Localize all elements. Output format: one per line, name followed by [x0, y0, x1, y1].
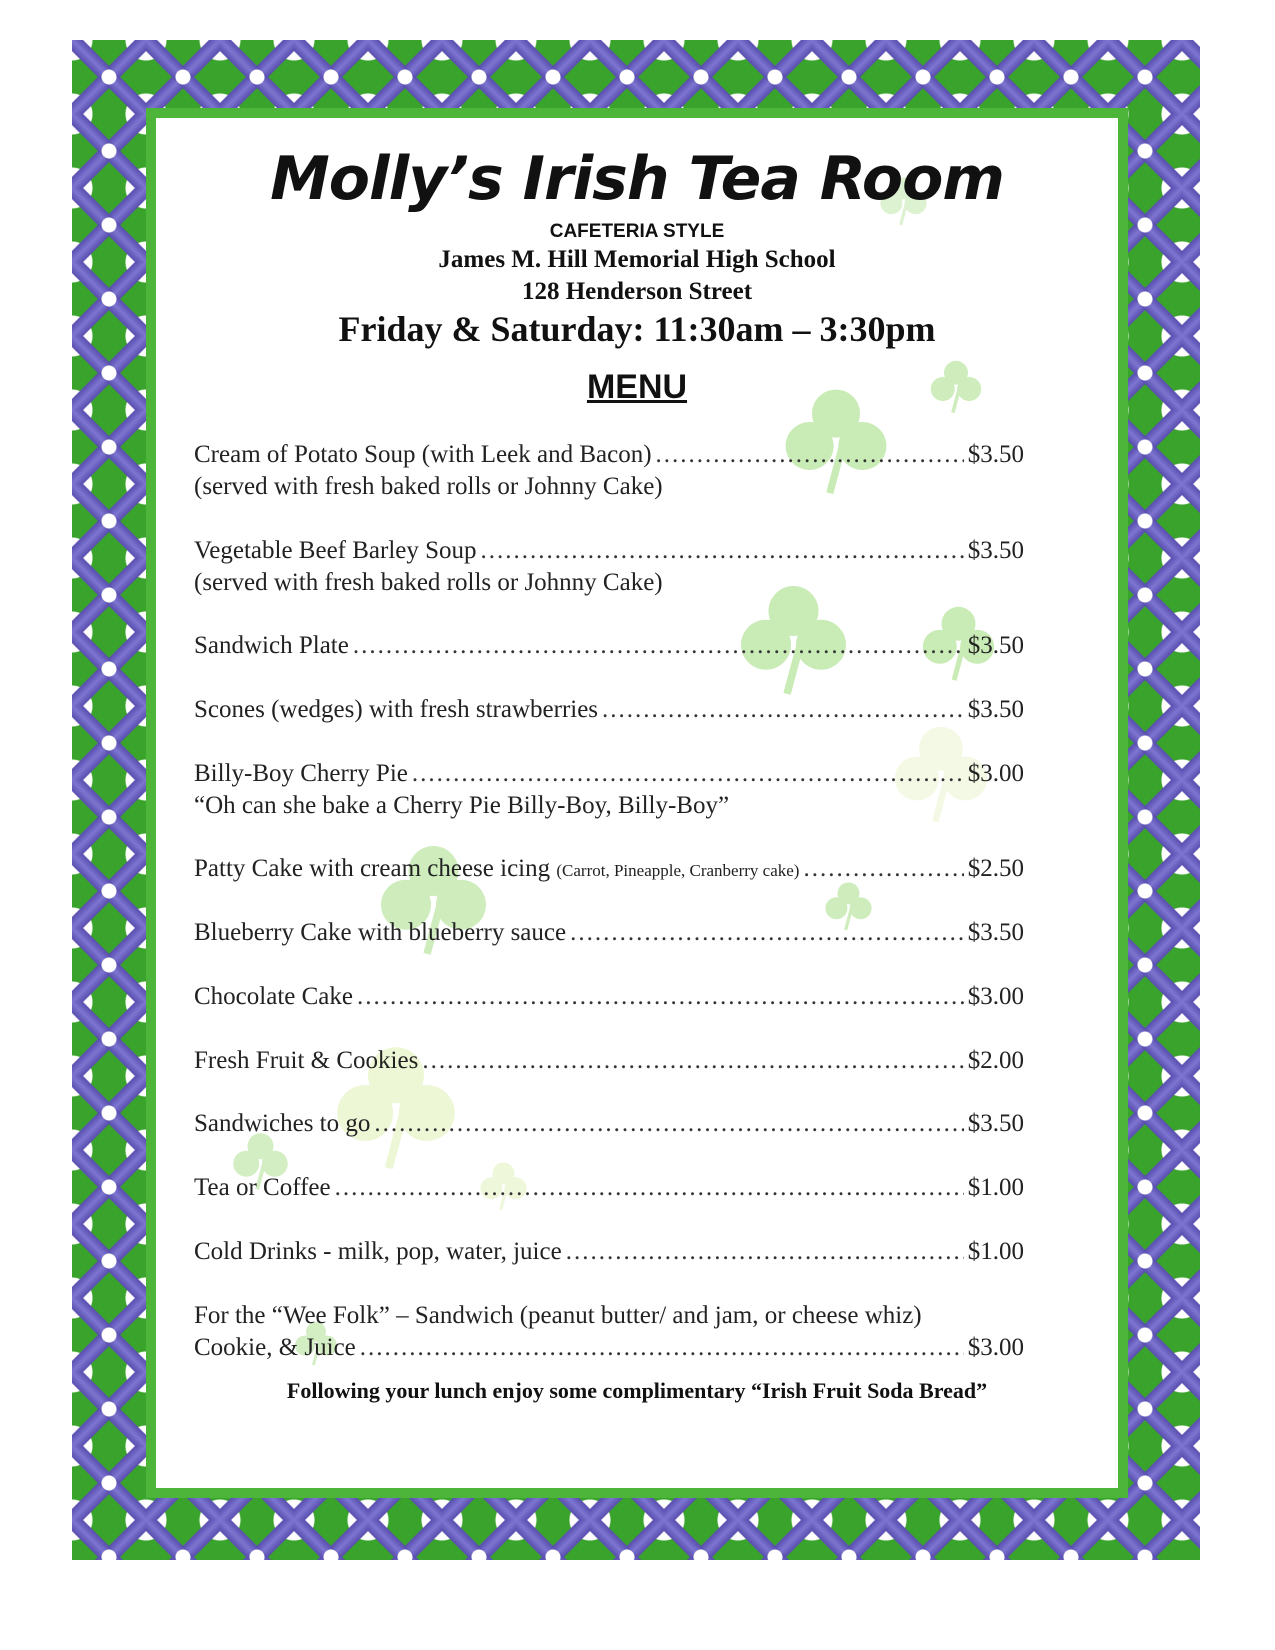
leader-dots — [602, 696, 964, 724]
menu-item — [194, 696, 1024, 724]
menu-item-price: $1.00 — [967, 1238, 1024, 1265]
menu-item-price: $3.50 — [967, 537, 1024, 564]
leader-dots — [566, 1238, 964, 1266]
menu-item — [194, 1334, 1024, 1362]
leader-dots — [335, 1174, 964, 1202]
leader-dots — [422, 1047, 963, 1075]
menu-item-name: Blueberry Cake with blueberry sauce — [194, 919, 567, 946]
menu-item-detail: (Carrot, Pineapple, Cranberry cake) — [556, 861, 800, 880]
leader-dots — [412, 760, 964, 788]
leader-dots — [803, 855, 963, 883]
menu-heading: MENU — [586, 368, 688, 406]
venue-address: 128 Henderson Street — [521, 278, 753, 305]
menu-item-name: Sandwich Plate — [194, 632, 349, 659]
leader-dots — [357, 983, 964, 1011]
menu-item — [194, 919, 1024, 947]
menu-item-name: Scones (wedges) with fresh strawberries — [194, 696, 599, 723]
menu-item — [194, 632, 1024, 660]
menu-item-note: (served with fresh baked rolls or Johnny Cake) — [194, 569, 663, 596]
page-title: Molly’s Irish Tea Room — [270, 144, 1004, 214]
menu-item-name: Cream of Potato Soup (with Leek and Bacon) — [194, 441, 652, 468]
menu-item-price: $3.50 — [967, 919, 1024, 946]
menu-item — [194, 537, 1024, 565]
menu-item-price: $3.50 — [967, 441, 1024, 468]
menu-item — [194, 1238, 1024, 1266]
leader-dots — [570, 919, 964, 947]
menu-item-price: $3.00 — [967, 760, 1024, 787]
menu-item-note: “Oh can she bake a Cherry Pie Billy-Boy, Billy-Boy” — [194, 792, 730, 819]
menu-item — [194, 855, 1024, 883]
menu-item-note: (served with fresh baked rolls or Johnny Cake) — [194, 473, 663, 500]
menu-item-price: $3.00 — [967, 1334, 1024, 1361]
menu-item — [194, 983, 1024, 1011]
leader-dots — [481, 537, 964, 565]
menu-item-name: Cold Drinks - milk, pop, water, juice — [194, 1238, 562, 1265]
menu-item-name: Patty Cake with cream cheese icing — [194, 855, 557, 882]
leader-dots — [656, 441, 964, 469]
menu-item-name: Vegetable Beef Barley Soup — [194, 537, 477, 564]
venue-name: James M. Hill Memorial High School — [438, 246, 836, 273]
menu-item — [194, 441, 1024, 469]
menu-item — [194, 1110, 1024, 1138]
menu-item-price: $2.50 — [967, 855, 1024, 882]
menu-item-price: $3.50 — [967, 632, 1024, 659]
menu-item-price: $3.50 — [967, 696, 1024, 723]
menu-item-note: For the “Wee Folk” – Sandwich (peanut butter/ and jam, or cheese whiz) — [194, 1302, 922, 1329]
menu-item-name: Sandwiches to go — [194, 1110, 371, 1137]
menu-item-name: Billy-Boy Cherry Pie — [194, 760, 408, 787]
service-style: CAFETERIA STYLE — [549, 221, 725, 242]
menu-panel — [156, 118, 1118, 1488]
menu-item-price: $1.00 — [967, 1174, 1024, 1201]
leader-dots — [374, 1110, 963, 1138]
menu-item-name: Fresh Fruit & Cookies — [194, 1047, 419, 1074]
menu-item-name: Chocolate Cake — [194, 983, 353, 1010]
menu-item — [194, 760, 1024, 788]
leader-dots — [360, 1334, 964, 1362]
menu-item-price: $3.50 — [967, 1110, 1024, 1137]
menu-item-name: Cookie, & Juice — [194, 1334, 356, 1361]
menu-item — [194, 1047, 1024, 1075]
opening-hours: Friday & Saturday: 11:30am – 3:30pm — [338, 309, 936, 349]
menu-item-name: Tea or Coffee — [194, 1174, 331, 1201]
menu-item-price: $3.00 — [967, 983, 1024, 1010]
leader-dots — [353, 632, 964, 660]
menu-item — [194, 1174, 1024, 1202]
footer-note: Following your lunch enjoy some complimentary “Irish Fruit Soda Bread” — [286, 1378, 988, 1403]
menu-item-price: $2.00 — [967, 1047, 1024, 1074]
